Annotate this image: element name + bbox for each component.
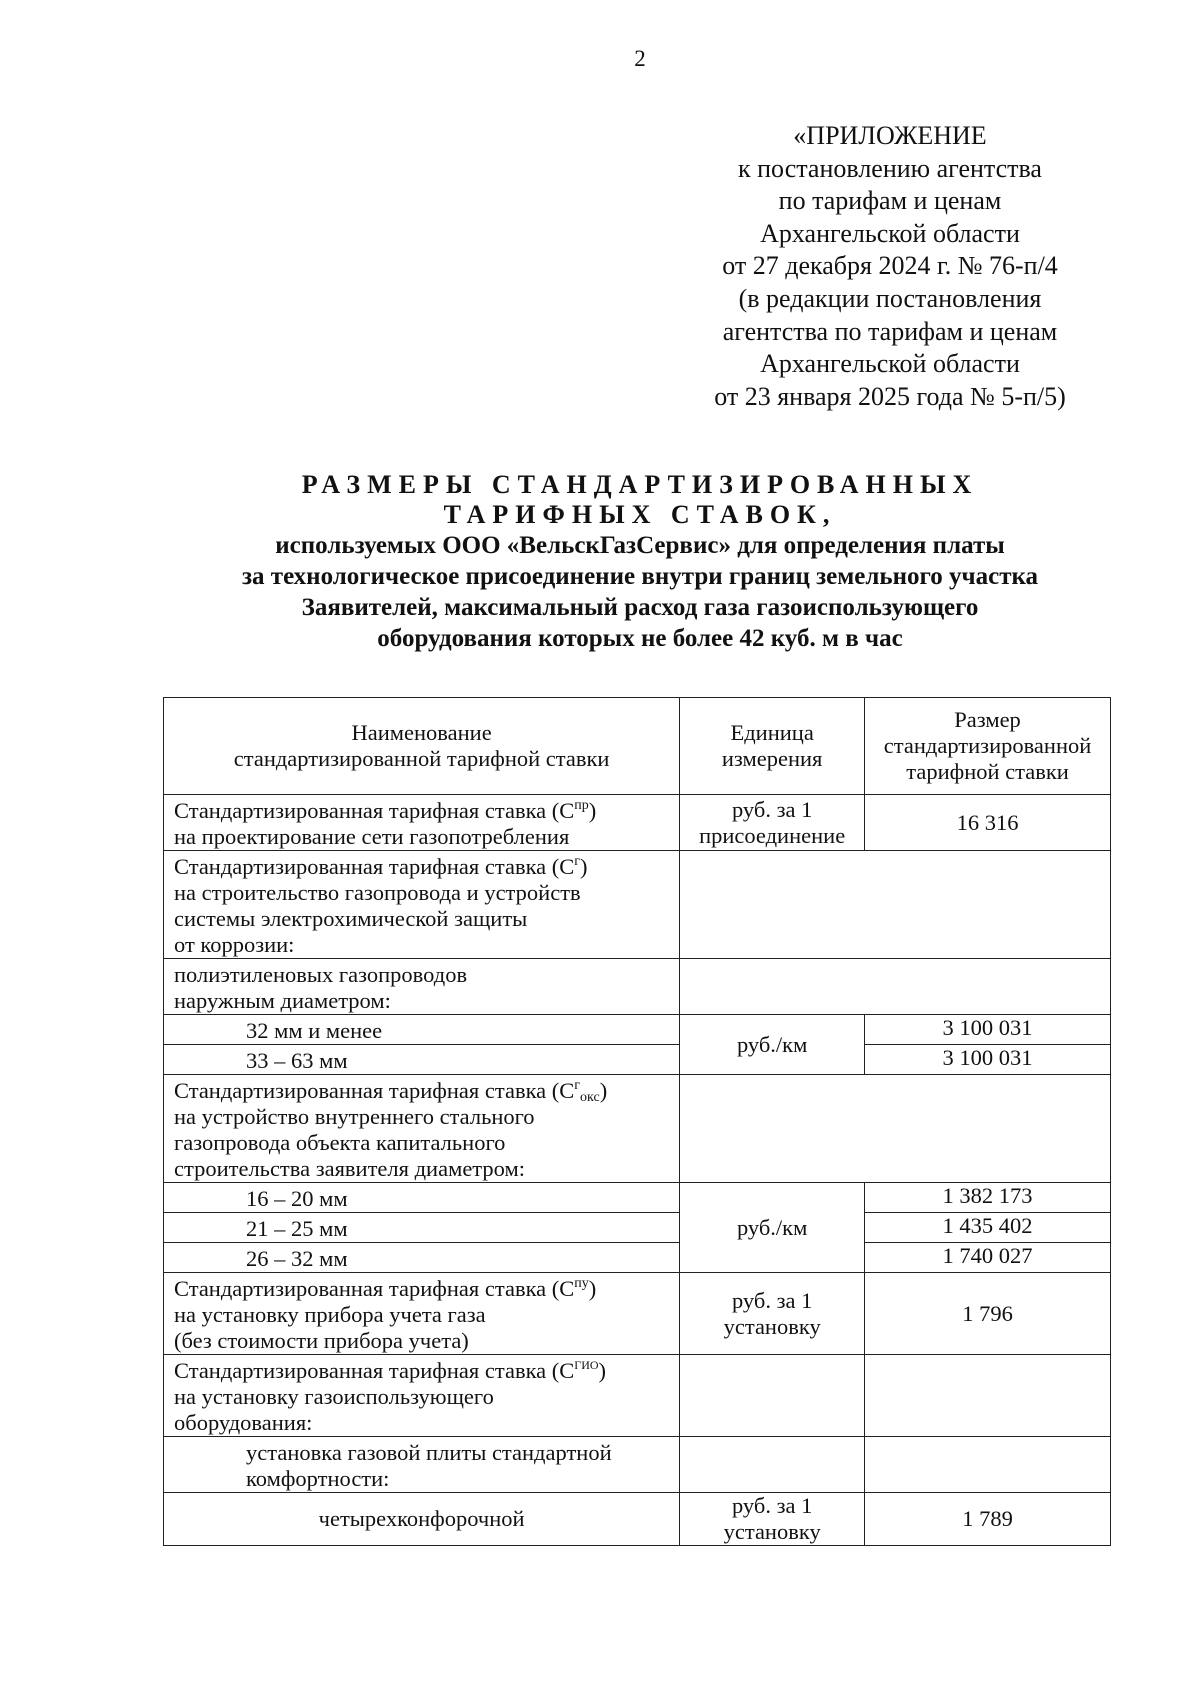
cell-text: руб. за 1	[731, 796, 813, 822]
row-value: 3 100 031	[865, 1045, 1111, 1075]
cell-text: на установку прибора учета газа	[174, 1302, 486, 1327]
cell-text: наружным диаметром:	[174, 988, 391, 1013]
row-unit	[680, 1493, 865, 1546]
header-text: стандартизированной	[883, 733, 1092, 758]
table-row	[164, 1183, 1111, 1213]
cell-text: Стандартизированная тарифная ставка (С	[174, 798, 575, 823]
superscript: ГИО	[574, 1358, 599, 1372]
row-unit: руб./км	[680, 1183, 865, 1273]
superscript: г	[574, 1078, 581, 1093]
header-text: стандартизированной тарифной ставки	[233, 746, 610, 771]
empty-cell	[865, 1355, 1111, 1437]
table-row	[164, 1437, 1111, 1493]
cell-text: )	[588, 798, 597, 823]
title-line: ТАРИФНЫХ СТАВОК,	[443, 500, 837, 529]
superscript: пр	[574, 798, 589, 813]
cell-text: Стандартизированная тарифная ставка (С	[174, 1276, 575, 1301]
rates-table	[163, 697, 1111, 1546]
appendix-line: к постановлению агентства	[738, 153, 1042, 183]
cell-text: на строительство газопровода и устройств	[174, 880, 581, 905]
table-row	[164, 1243, 1111, 1273]
empty-cell	[680, 1075, 1111, 1183]
title-line: Заявителей, максимальный расход газа газоиспользующего	[301, 594, 979, 621]
cell-text: комфортности:	[246, 1466, 390, 1491]
cell-text: присоединение	[699, 822, 846, 848]
cell-text: установку	[723, 1519, 821, 1544]
cell-text: установка газовой плиты стандартной	[246, 1440, 612, 1465]
row-value: 1 740 027	[865, 1243, 1111, 1273]
row-value: 1 796	[865, 1273, 1111, 1355]
row-name: 33 – 63 мм	[164, 1045, 680, 1075]
empty-cell	[680, 1437, 865, 1493]
header-name	[164, 698, 680, 795]
empty-cell	[865, 1437, 1111, 1493]
table-row	[164, 1015, 1111, 1045]
row-value: 1 435 402	[865, 1213, 1111, 1243]
table-row	[164, 1355, 1111, 1437]
appendix-line: Архангельской области	[760, 349, 1020, 379]
cell-text: Стандартизированная тарифная ставка (С	[174, 854, 575, 879]
title-line: РАЗМЕРЫ СТАНДАРТИЗИРОВАННЫХ	[301, 470, 979, 499]
cell-text: )	[598, 1358, 607, 1383]
cell-text: оборудования:	[174, 1410, 313, 1435]
row-name	[164, 1273, 680, 1355]
appendix-line: по тарифам и ценам	[778, 186, 1002, 216]
row-name	[164, 1075, 680, 1183]
header-text: тарифной ставки	[906, 759, 1069, 784]
header-text: Размер	[954, 707, 1021, 732]
title-line: за технологическое присоединение внутри границ земельного участка	[242, 563, 1038, 590]
cell-text: установку	[723, 1313, 821, 1339]
cell-text: системы электрохимической защиты	[174, 906, 528, 931]
table-row	[164, 1213, 1111, 1243]
cell-text: на устройство внутреннего стального	[174, 1104, 535, 1129]
cell-text: )	[580, 854, 588, 879]
cell-text: Стандартизированная тарифная ставка (С	[174, 1078, 575, 1103]
table-row	[164, 1075, 1111, 1183]
appendix-line: агентства по тарифам и ценам	[722, 316, 1058, 346]
row-name: 26 – 32 мм	[164, 1243, 680, 1273]
cell-text: руб. за 1	[731, 1493, 813, 1518]
row-name	[164, 1437, 680, 1493]
empty-cell	[680, 851, 1111, 959]
header-text: Единица	[730, 720, 814, 745]
header-size	[865, 698, 1111, 795]
header-text: Наименование	[351, 720, 492, 745]
row-name	[164, 1355, 680, 1437]
empty-cell	[680, 1355, 865, 1437]
cell-text: на установку газоиспользующего	[174, 1384, 494, 1409]
row-name: 21 – 25 мм	[164, 1213, 680, 1243]
appendix-line: «ПРИЛОЖЕНИЕ	[793, 121, 987, 150]
appendix-header	[660, 120, 1120, 413]
row-name	[164, 851, 680, 959]
table-row	[164, 795, 1111, 851]
table-row	[164, 1045, 1111, 1075]
cell-text: Стандартизированная тарифная ставка (С	[174, 1358, 575, 1383]
page-number: 2	[634, 46, 646, 71]
header-unit	[680, 698, 865, 795]
cell-text: )	[599, 1078, 608, 1103]
cell-text: на проектирование сети газопотребления	[174, 824, 570, 849]
row-name	[164, 795, 680, 851]
row-name: 16 – 20 мм	[164, 1183, 680, 1213]
row-unit	[680, 795, 865, 851]
row-value: 1 382 173	[865, 1183, 1111, 1213]
table-row	[164, 1273, 1111, 1355]
cell-text: руб. за 1	[731, 1287, 813, 1313]
row-value: 1 789	[865, 1493, 1111, 1546]
appendix-line: от 27 декабря 2024 г. № 76-п/4	[722, 251, 1058, 281]
table-row	[164, 851, 1111, 959]
cell-text: (без стоимости прибора учета)	[174, 1328, 469, 1353]
subscript: окс	[580, 1090, 600, 1105]
superscript: г	[574, 854, 581, 869]
table-row	[164, 1493, 1111, 1546]
row-unit	[680, 1273, 865, 1355]
cell-text: )	[588, 1276, 597, 1301]
cell-text: газопровода объекта капитального	[174, 1130, 506, 1155]
row-name: 32 мм и менее	[164, 1015, 680, 1045]
document-title	[140, 470, 1140, 654]
title-line: используемых ООО «ВельскГазСервис» для определения платы	[275, 532, 1005, 559]
row-value: 3 100 031	[865, 1015, 1111, 1045]
row-name	[164, 959, 680, 1015]
appendix-line: (в редакции постановления	[738, 283, 1042, 313]
table-header-row	[164, 698, 1111, 795]
row-value: 16 316	[865, 795, 1111, 851]
cell-text: строительства заявителя диаметром:	[174, 1156, 525, 1181]
appendix-line: Архангельской области	[760, 218, 1020, 248]
row-unit: руб./км	[680, 1015, 865, 1075]
cell-text: от коррозии:	[174, 932, 295, 957]
appendix-line: от 23 января 2025 года № 5-п/5)	[714, 381, 1066, 411]
table-row	[164, 959, 1111, 1015]
title-line: оборудования которых не более 42 куб. м в час	[377, 625, 903, 652]
cell-text: полиэтиленовых газопроводов	[174, 962, 468, 987]
superscript: пу	[574, 1276, 589, 1291]
header-text: измерения	[721, 746, 823, 771]
row-name: четырехконфорочной	[164, 1493, 680, 1546]
empty-cell	[680, 959, 1111, 1015]
